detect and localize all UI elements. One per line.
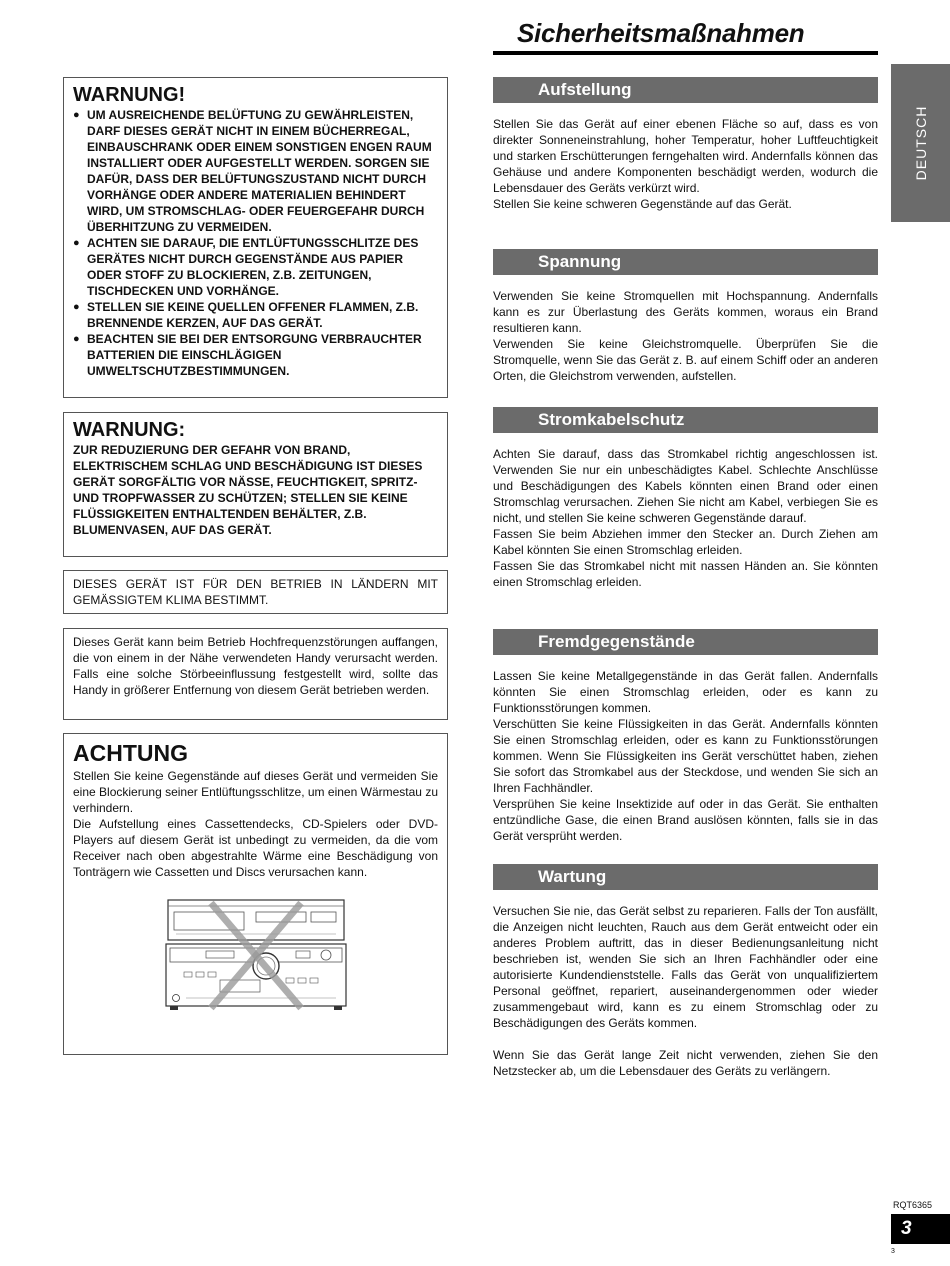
section-paragraph: Verwenden Sie keine Stromquellen mit Hochspannung. Andernfalls kann es zur Überlastung des Geräts kommen, woraus ein Brand resultieren kann.: [493, 289, 878, 335]
achtung-para-1: Stellen Sie keine Gegenstände auf dieses Gerät und vermeiden Sie eine Blockierung seiner Entlüftungsschlitze, um einen Wärmestau zu verhindern.: [73, 769, 438, 815]
achtung-box: [63, 733, 448, 1055]
section-body-stromkabelschutz: [493, 446, 878, 590]
achtung-para-2: Die Aufstellung eines Cassettendecks, CD-Spielers oder DVD-Players auf diesem Gerät ist unbedingt zu vermeiden, da die vom Receiver nach oben abgestrahlte Wärme eine Beschädigung von Tonträgern wie Cassetten und Discs verursachen kann.: [73, 817, 438, 879]
rf-note-box: [63, 628, 448, 720]
section-heading-wartung: Wartung: [493, 864, 878, 890]
section-paragraph: Stellen Sie keine schweren Gegenstände auf das Gerät.: [493, 197, 792, 211]
rf-note: Dieses Gerät kann beim Betrieb Hochfrequenzstörungen auffangen, die von einem in der Nähe verwendeten Handy verursacht werden. Falls eine solche Störbeeinflussung festgestellt wird, sollte das Handy in größerer Entfernung von diesem Gerät betrieben werden.: [73, 635, 438, 697]
climate-note-box: [63, 570, 448, 614]
section-body-wartung: [493, 903, 878, 1079]
language-tab-label: DEUTSCH: [912, 105, 929, 181]
warning-text-2: ZUR REDUZIERUNG DER GEFAHR VON BRAND, ELEKTRISCHEM SCHLAG UND BESCHÄDIGUNG IST DIESES GERÄT SORGFÄLTIG VOR NÄSSE, FEUCHTIGKEIT, SPRITZ- UND TROPFWASSER ZU SCHÜTZEN; STELLEN SIE KEINE FLÜSSIGKEITEN ENTHALTENDEN BEHÄLTER, Z.B. BLUMENVASEN, AUF DAS GERÄT.: [73, 443, 423, 537]
section-heading-stromkabelschutz: Stromkabelschutz: [493, 407, 878, 433]
warning-bullet: ● STELLEN SIE KEINE QUELLEN OFFENER FLAMMEN, Z.B. BRENNENDE KERZEN, AUF DAS GERÄT.: [73, 299, 438, 331]
section-heading-fremdgegenstaende: Fremdgegenstände: [493, 629, 878, 655]
warning-bullet: ● BEACHTEN SIE BEI DER ENTSORGUNG VERBRAUCHTER BATTERIEN DIE EINSCHLÄGIGEN UMWELTSCHUTZBESTIMMUNGEN.: [73, 331, 438, 379]
warning-box-1: [63, 77, 448, 398]
section-paragraph: Fassen Sie beim Abziehen immer den Stecker an. Durch Ziehen am Kabel könnten Sie einen Stromschlag erleiden.: [493, 527, 878, 557]
document-code: RQT6365: [893, 1200, 933, 1210]
warning-bullet-list: [73, 107, 438, 379]
section-paragraph: Versprühen Sie keine Insektizide auf oder in das Gerät. Sie enthalten entzündliche Gase, die einen Brand auslösen könnten, falls sie in das Gerät versprüht werden.: [493, 797, 878, 843]
section-paragraph: Versuchen Sie nie, das Gerät selbst zu reparieren. Falls der Ton ausfällt, die Anzeigen nicht leuchten, Rauch aus dem Gerät entweicht oder ein anderes Problem auftritt, das in dieser Bedienungsanleitung nicht beschrieben ist, wenden Sie sich an Ihren Fachhändler oder eine autorisierte Kundendienststelle. Falls das Gerät von unqualifiziertem Personal geöffnet, repariert, auseinandergenommen oder wieder zusammengebaut wird, kann es zu einem Stromschlag oder zu Beschädigungen des Geräts kommen.: [493, 904, 878, 1030]
stacked-device-illustration: [156, 898, 356, 1013]
page-number-small: 3: [891, 1248, 895, 1255]
section-paragraph: Lassen Sie keine Metallgegenstände in das Gerät fallen. Andernfalls könnten Sie einen Stromschlag erleiden, oder es kann zu Funktionsstörungen kommen.: [493, 669, 878, 715]
climate-note: DIESES GERÄT IST FÜR DEN BETRIEB IN LÄNDERN MIT GEMÄSSIGTEM KLIMA BESTIMMT.: [73, 577, 438, 607]
section-paragraph: Verwenden Sie keine Gleichstromquelle. Überprüfen Sie die Stromquelle, wenn Sie das Gerät z. B. auf einem Schiff oder an anderen Orten, die Gleichstrom verwenden, aufstellen.: [493, 337, 878, 383]
section-paragraph: Stellen Sie das Gerät auf einer ebenen Fläche so auf, dass es von direkter Sonneneinstrahlung, hoher Temperatur, hoher Luftfeuchtigkeit und starken Erschütterungen ferngehalten wird. Andernfalls können das Gehäuse und andere Komponenten beschädigt werden, wodurch die Lebensdauer des Geräts verkürzt wird.: [493, 117, 878, 195]
page-number: 3: [891, 1214, 950, 1244]
warning-bullet: ● ACHTEN SIE DARAUF, DIE ENTLÜFTUNGSSCHLITZE DES GERÄTES NICHT DURCH GEGENSTÄNDE AUS PAPIER ODER STOFF ZU BLOCKIEREN, Z.B. ZEITUNGEN, TISCHDECKEN UND VORHÄNGE.: [73, 235, 438, 299]
section-paragraph: Achten Sie darauf, dass das Stromkabel richtig angeschlossen ist. Verwenden Sie nur ein unbeschädigtes Kabel. Schlechte Anschlüsse und Beschädigungen des Kabels könnten einen Brand oder einen Stromschlag verursachen. Ziehen Sie nicht am Kabel, verbiegen Sie es nicht, und stellen Sie keine schweren Gegenstände darauf.: [493, 447, 878, 525]
section-heading-spannung: Spannung: [493, 249, 878, 275]
warning-box-2: [63, 412, 448, 557]
section-paragraph: Wenn Sie das Gerät lange Zeit nicht verwenden, ziehen Sie den Netzstecker ab, um die Lebensdauer des Geräts zu verlängern.: [493, 1048, 878, 1078]
section-paragraph: Fassen Sie das Stromkabel nicht mit nassen Händen an. Sie könnten einen Stromschlag erleiden.: [493, 559, 878, 589]
warning-heading-1: WARNUNG!: [73, 84, 186, 106]
section-body-aufstellung: [493, 116, 878, 212]
page-title: Sicherheitsmaßnahmen: [517, 18, 805, 48]
warning-bullet: ● UM AUSREICHENDE BELÜFTUNG ZU GEWÄHRLEISTEN, DARF DIESES GERÄT NICHT IN EINEM BÜCHERREGAL, EINBAUSCHRANK ODER EINEM SONSTIGEN ENGEN RAUM INSTALLIERT ODER AUFGESTELLT WERDEN. SORGEN SIE DAFÜR, DASS DER BELÜFTUNGSZUSTAND NICHT DURCH VORHÄNGE ODER ANDERE MATERIALIEN BEHINDERT WIRD, UM STROMSCHLAG- ODER FEUERGEFAHR DURCH ÜBERHITZUNG ZU VERMEIDEN.: [73, 107, 438, 235]
achtung-heading: ACHTUNG: [73, 740, 188, 766]
language-tab: [891, 64, 950, 222]
section-paragraph: Verschütten Sie keine Flüssigkeiten in das Gerät. Andernfalls könnten Sie einen Stromschlag erleiden, oder es kann zu Funktionsstörungen kommen. Wenn Sie Flüssigkeiten ins Gerät verschüttet haben, ziehen Sie sofort das Stromkabel aus der Steckdose, und wenden Sie sich an Ihren Fachhändler.: [493, 717, 878, 795]
section-heading-aufstellung: Aufstellung: [493, 77, 878, 103]
section-body-fremdgegenstaende: [493, 668, 878, 844]
warning-heading-2: WARNUNG:: [73, 419, 186, 441]
title-underline: [493, 51, 878, 55]
section-body-spannung: [493, 288, 878, 384]
